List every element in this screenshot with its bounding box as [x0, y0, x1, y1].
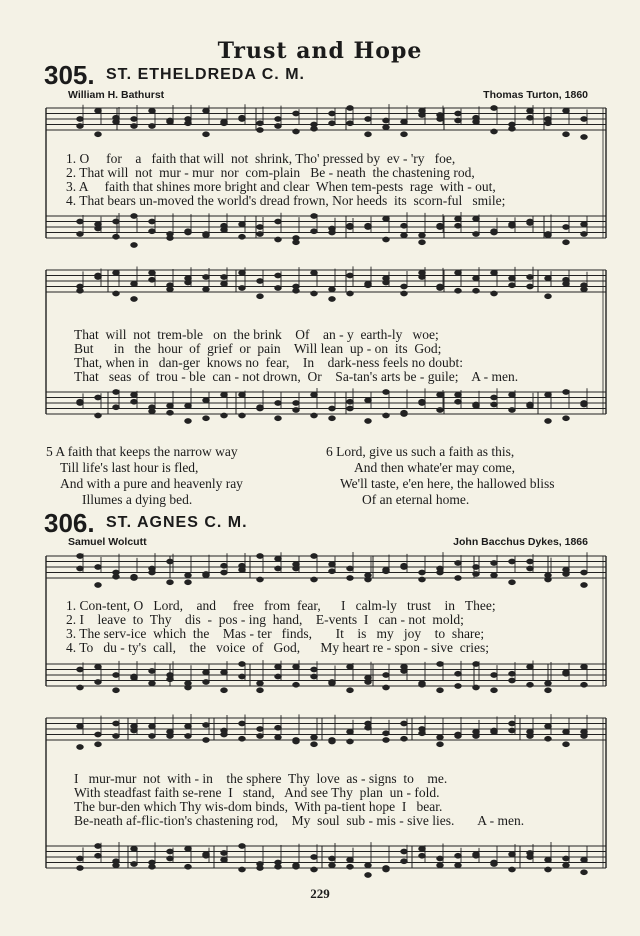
hymn-305-verse-5: [46, 444, 243, 508]
hymn-305-composer: Thomas Turton, 1860: [483, 89, 588, 101]
verse-line: Till life's last hour is fled,: [60, 460, 199, 475]
page-number: 229: [310, 886, 330, 901]
hymn-306-line: 4. To du - ty's call, the voice of God, My heart re - spon - sive cries;: [66, 640, 490, 655]
hymn-306-line: 3. The serv-ice which the Mas - ter finds, It is my joy to share;: [66, 626, 485, 641]
hymn-305-tune: ST. ETHELDREDA C. M.: [106, 66, 305, 83]
hymn-305-number: 305.: [44, 60, 95, 90]
section-title: Trust and Hope: [217, 38, 423, 64]
hymn-306-line: With steadfast faith se-rene I stand, And see Thy plan un - fold.: [74, 785, 440, 800]
hymn-305-line: That, when in dan-ger knows no fear, In dark-ness feels no doubt:: [74, 355, 463, 370]
verse-line: 6 Lord, give us such a faith as this,: [326, 444, 515, 459]
hymn-306-number: 306.: [44, 508, 95, 538]
hymn-306-line: Be-neath af-flic-tion's chastening rod, My soul sub - mis - sive lies. A - men.: [74, 813, 525, 828]
hymn-306-tune: ST. AGNES C. M.: [106, 514, 248, 531]
verse-line: We'll taste, e'en here, the hallowed bliss: [340, 476, 555, 491]
verse-line: And then whate'er may come,: [354, 460, 515, 475]
hymn-305-line: 4. That bears un-moved the world's dread frown, Nor heeds its scorn-ful smile;: [66, 193, 506, 208]
hymn-305-line: But in the hour of grief or pain Will lean up - on its God;: [74, 341, 442, 356]
hymn-305-line: That will not trem-ble on the brink Of an - y earth-ly woe;: [74, 327, 439, 342]
hymn-306-line: I mur-mur not with - in the sphere Thy love as - signs to me.: [74, 771, 448, 786]
verse-line: 5 A faith that keeps the narrow way: [46, 444, 238, 459]
verse-line: Illumes a dying bed.: [82, 492, 193, 507]
hymn-306-line: 1. Con-tent, O Lord, and free from fear, I calm-ly trust in Thee;: [66, 598, 496, 613]
hymn-305-line: 1. O for a faith that will not shrink, Tho' pressed by ev - 'ry foe,: [66, 151, 456, 166]
hymn-305-line: 2. That will not mur - mur nor com-plain Be - neath the chastening rod,: [66, 165, 475, 180]
hymn-306-line: The bur-den which Thy wis-dom binds, With pa-tient hope I bear.: [74, 799, 443, 814]
verse-line: And with a pure and heavenly ray: [60, 476, 243, 491]
hymn-306-author: Samuel Wolcutt: [68, 536, 147, 548]
hymn-305-author: William H. Bathurst: [68, 89, 165, 101]
verse-line: Of an eternal home.: [362, 492, 470, 507]
hymn-306-line: 2. I leave to Thy dis - pos - ing hand, E-vents I can - not mold;: [66, 612, 464, 627]
hymn-305-line: 3. A faith that shines more bright and clear When tem-pests rage with - out,: [66, 179, 496, 194]
hymn-305-verse-6: [326, 444, 554, 508]
hymn-306-composer: John Bacchus Dykes, 1866: [453, 536, 588, 548]
hymn-305-line: That seas of trou - ble can - not drown, Or Sa-tan's arts be - guile; A - men.: [74, 369, 519, 384]
